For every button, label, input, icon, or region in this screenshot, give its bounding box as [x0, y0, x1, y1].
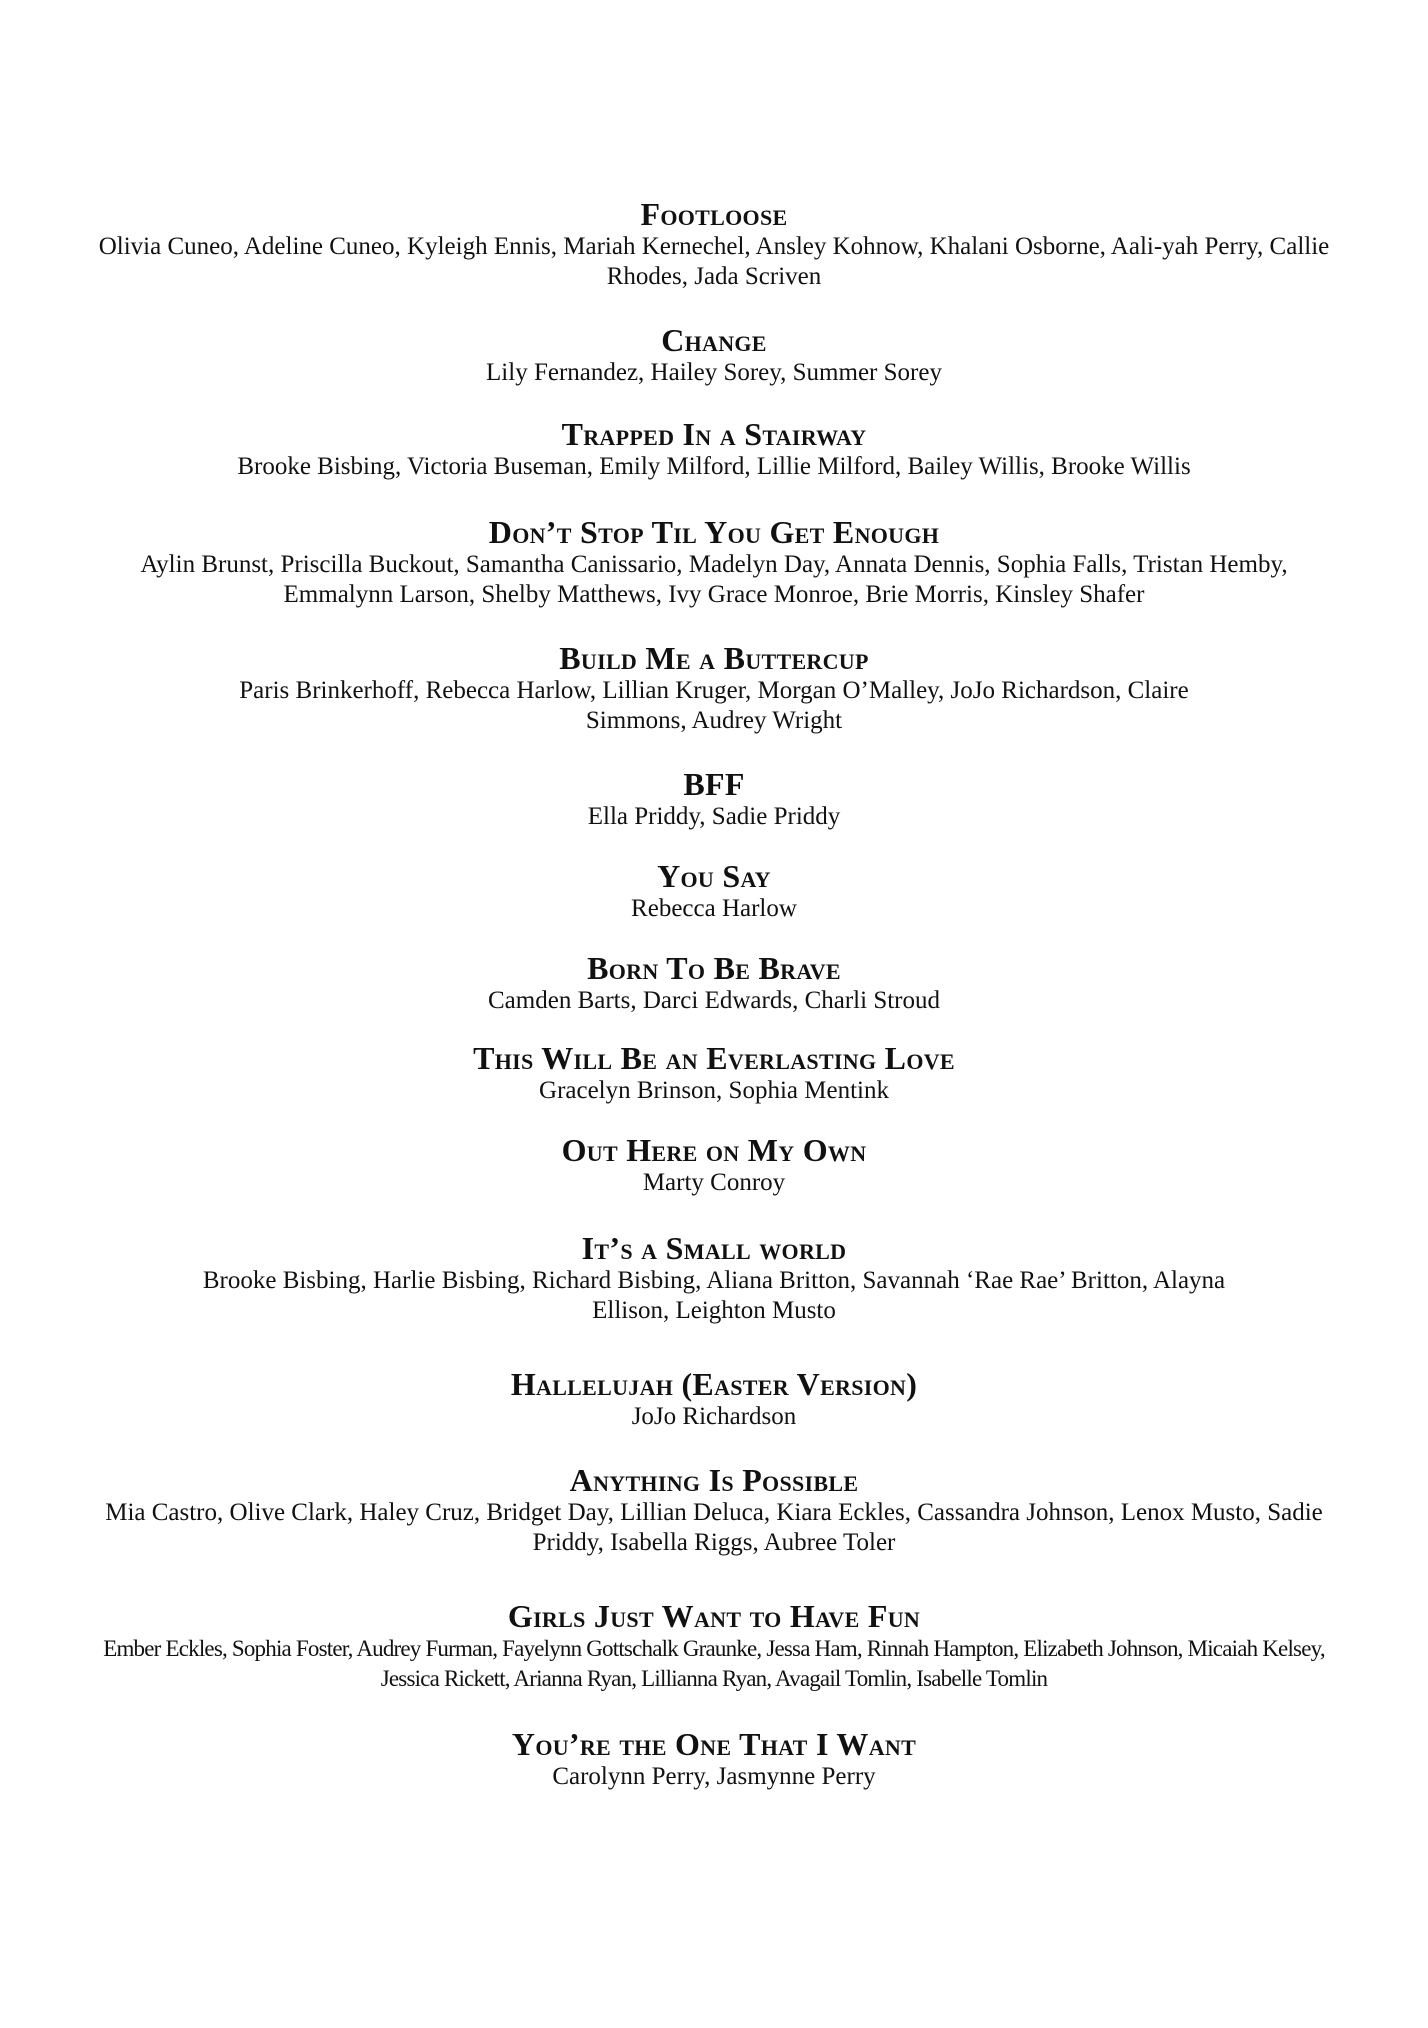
- act-performers: Brooke Bisbing, Harlie Bisbing, Richard Bisbing, Aliana Britton, Savannah ‘Rae Rae’ Britton, Alayna Ellison, Leighton Musto: [202, 1267, 1226, 1324]
- act-title: Girls Just Want to Have Fun: [507, 1598, 921, 1634]
- act-title: Out Here on My Own: [561, 1132, 867, 1168]
- act-performers: Lily Fernandez, Hailey Sorey, Summer Sorey: [486, 359, 942, 386]
- act-trapped-in-a-stairway: [90, 416, 1338, 482]
- act-performers: Brooke Bisbing, Victoria Buseman, Emily Milford, Lillie Milford, Bailey Willis, Brooke Willis: [237, 453, 1191, 480]
- act-change: [90, 322, 1338, 388]
- act-performers: Olivia Cuneo, Adeline Cuneo, Kyleigh Ennis, Mariah Kernechel, Ansley Kohnow, Khalani Osborne, Aali-yah Perry, Callie Rhodes, Jada Scriven: [98, 233, 1330, 290]
- act-hallelujah-easter-version: [90, 1366, 1338, 1432]
- act-footloose: [90, 196, 1338, 292]
- act-title: Anything Is Possible: [569, 1462, 859, 1498]
- act-girls-just-want-to-have-fun: [90, 1598, 1338, 1694]
- act-youre-the-one-that-i-want: [90, 1726, 1338, 1792]
- act-title: Trapped In a Stairway: [561, 416, 867, 452]
- act-performers: Paris Brinkerhoff, Rebecca Harlow, Lillian Kruger, Morgan O’Malley, JoJo Richardson, Claire Simmons, Audrey Wright: [239, 677, 1189, 734]
- act-title: Change: [661, 322, 767, 358]
- act-title: You Say: [657, 858, 771, 894]
- act-out-here-on-my-own: [90, 1132, 1338, 1198]
- act-title: Footloose: [640, 196, 788, 232]
- act-title: Hallelujah (Easter Version): [510, 1366, 918, 1402]
- act-title: BFF: [683, 766, 745, 802]
- act-performers: Carolynn Perry, Jasmynne Perry: [552, 1763, 876, 1790]
- act-you-say: [90, 858, 1338, 924]
- act-its-a-small-world: [90, 1230, 1338, 1326]
- act-title: It’s a Small world: [581, 1230, 847, 1266]
- act-this-will-be-an-everlasting-love: [90, 1040, 1338, 1106]
- act-title: Born To Be Brave: [587, 950, 841, 986]
- act-performers: Ember Eckles, Sophia Foster, Audrey Furman, Fayelynn Gottschalk Graunke, Jessa Ham, Rinnah Hampton, Elizabeth Johnson, Micaiah Kelsey, Jessica Rickett, Arianna Ryan, Lillianna Ryan, Avagail Tomlin, Isabelle Tomlin: [103, 1636, 1325, 1691]
- act-performers: Gracelyn Brinson, Sophia Mentink: [539, 1077, 889, 1104]
- act-build-me-a-buttercup: [90, 640, 1338, 736]
- act-performers: Ella Priddy, Sadie Priddy: [587, 803, 841, 830]
- act-title: You’re the One That I Want: [511, 1726, 917, 1762]
- act-anything-is-possible: [90, 1462, 1338, 1558]
- act-performers: Marty Conroy: [642, 1169, 786, 1196]
- act-performers: Camden Barts, Darci Edwards, Charli Stroud: [488, 987, 940, 1014]
- act-dont-stop-til-you-get-enough: [90, 514, 1338, 610]
- act-performers: Aylin Brunst, Priscilla Buckout, Samantha Canissario, Madelyn Day, Annata Dennis, Sophia Falls, Tristan Hemby, Emmalynn Larson, Shelby Matthews, Ivy Grace Monroe, Brie Morris, Kinsley Shafer: [140, 551, 1288, 608]
- act-title: This Will Be an Everlasting Love: [473, 1040, 955, 1076]
- act-performers: Rebecca Harlow: [631, 895, 797, 922]
- act-performers: JoJo Richardson: [631, 1403, 797, 1430]
- act-born-to-be-brave: [90, 950, 1338, 1016]
- act-performers: Mia Castro, Olive Clark, Haley Cruz, Bridget Day, Lillian Deluca, Kiara Eckles, Cassandra Johnson, Lenox Musto, Sadie Priddy, Isabella Riggs, Aubree Toler: [105, 1499, 1323, 1556]
- act-title: Don’t Stop Til You Get Enough: [488, 514, 940, 550]
- act-title: Build Me a Buttercup: [559, 640, 869, 676]
- act-bff: [90, 766, 1338, 832]
